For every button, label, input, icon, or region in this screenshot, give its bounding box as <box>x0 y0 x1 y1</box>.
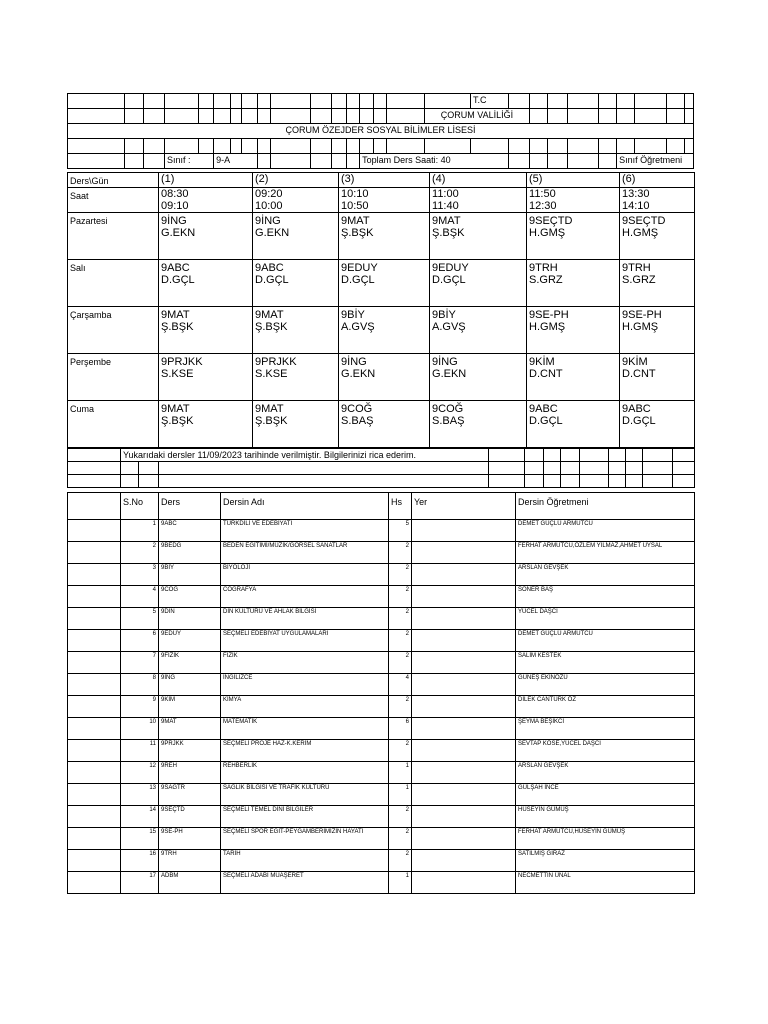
row-empty <box>68 762 121 784</box>
course-row <box>68 718 695 740</box>
lesson-cell <box>430 354 527 401</box>
note-text: Yukarıdaki dersler 11/09/2023 tarihinde verilmiştir. Bilgilerinizi rica ederim. <box>121 449 489 462</box>
course-code: 9BİY <box>159 564 221 586</box>
lesson-cell <box>253 354 339 401</box>
course-row <box>68 542 695 564</box>
period-time <box>430 188 527 213</box>
course-no: 3 <box>121 564 159 586</box>
course-hours: 1 <box>389 762 412 784</box>
lesson-teacher: D.GÇL <box>161 274 195 286</box>
time-label: Saat <box>68 188 159 213</box>
course-hours: 2 <box>389 630 412 652</box>
period-start: 13:30 <box>622 188 650 200</box>
header-adi: Dersin Adı <box>221 493 389 520</box>
header-ders: Ders <box>159 493 221 520</box>
course-no: 12 <box>121 762 159 784</box>
course-row <box>68 828 695 850</box>
lesson-code: 9İNG <box>432 356 458 368</box>
note-table <box>67 448 695 488</box>
lesson-teacher: G.EKN <box>255 227 290 239</box>
course-name: SEÇMELİ TEMEL DİNİ BİLGİLER <box>221 806 389 828</box>
day-row <box>68 307 695 354</box>
course-row <box>68 696 695 718</box>
course-no: 5 <box>121 608 159 630</box>
day-row <box>68 354 695 401</box>
course-no: 7 <box>121 652 159 674</box>
lesson-cell <box>527 213 620 260</box>
period-start: 08:30 <box>161 188 189 200</box>
class-label: Sınıf : <box>165 154 214 169</box>
course-teacher: DİLEK CANTÜRK ÖZ <box>516 696 695 718</box>
course-teacher: GÜNEŞ EKİNÖZÜ <box>516 674 695 696</box>
course-code: 9COĞ <box>159 586 221 608</box>
course-room <box>412 696 516 718</box>
course-code: 9EDUY <box>159 630 221 652</box>
course-hours: 2 <box>389 608 412 630</box>
row-empty <box>68 608 121 630</box>
course-row <box>68 564 695 586</box>
course-row <box>68 806 695 828</box>
course-room <box>412 586 516 608</box>
day-row <box>68 260 695 307</box>
course-name: SEÇMELİ EDEBİYAT UYGULAMALARI <box>221 630 389 652</box>
course-row <box>68 586 695 608</box>
row-empty <box>68 586 121 608</box>
course-code: 9SE-PH <box>159 828 221 850</box>
course-code: 9DIN <box>159 608 221 630</box>
period-number: (1) <box>159 173 253 188</box>
course-room <box>412 542 516 564</box>
lesson-teacher: Ş.BŞK <box>341 227 374 239</box>
lesson-cell <box>339 401 430 448</box>
lesson-code: 9BİY <box>432 309 456 321</box>
course-row <box>68 652 695 674</box>
course-name: COĞRAFYA <box>221 586 389 608</box>
course-teacher: SONER BAŞ <box>516 586 695 608</box>
lesson-code: 9MAT <box>255 403 284 415</box>
course-teacher: SATILMIŞ GIRAZ <box>516 850 695 872</box>
course-no: 10 <box>121 718 159 740</box>
course-name: DİN KÜLTÜRÜ VE AHLAK BİLGİSİ <box>221 608 389 630</box>
header-sno: S.No <box>121 493 159 520</box>
course-hours: 2 <box>389 806 412 828</box>
lesson-code: 9EDUY <box>432 262 469 274</box>
lesson-teacher: D.GÇL <box>622 415 656 427</box>
schedule-table <box>67 172 695 448</box>
course-teacher: DEMET GÜÇLÜ ARMUTCU <box>516 630 695 652</box>
lesson-teacher: D.GÇL <box>341 274 375 286</box>
lesson-cell <box>620 307 695 354</box>
course-hours: 2 <box>389 586 412 608</box>
row-empty <box>68 784 121 806</box>
lesson-teacher: S.KSE <box>255 368 288 380</box>
lesson-cell <box>253 307 339 354</box>
course-code: 9TRH <box>159 850 221 872</box>
lesson-teacher: S.BAŞ <box>432 415 465 427</box>
lesson-cell <box>620 401 695 448</box>
course-no: 14 <box>121 806 159 828</box>
lesson-teacher: Ş.BŞK <box>161 415 194 427</box>
lesson-code: 9KİM <box>622 356 648 368</box>
day-name: Pazartesi <box>68 213 159 260</box>
course-hours: 2 <box>389 850 412 872</box>
lesson-teacher: D.GÇL <box>529 415 563 427</box>
lesson-code: 9ABC <box>255 262 284 274</box>
lesson-cell <box>620 354 695 401</box>
course-room <box>412 872 516 894</box>
lesson-teacher: G.EKN <box>432 368 467 380</box>
lesson-teacher: A.GVŞ <box>432 321 466 333</box>
course-hours: 2 <box>389 652 412 674</box>
lesson-cell <box>430 260 527 307</box>
course-no: 4 <box>121 586 159 608</box>
lesson-code: 9MAT <box>161 403 190 415</box>
lesson-teacher: H.GMŞ <box>529 321 566 333</box>
course-code: 9MAT <box>159 718 221 740</box>
lesson-code: 9SEÇTD <box>529 215 573 227</box>
course-row <box>68 674 695 696</box>
lesson-teacher: H.GMŞ <box>622 321 659 333</box>
course-teacher: HÜSEYİN GÜMÜŞ <box>516 806 695 828</box>
lesson-cell <box>339 307 430 354</box>
course-no: 17 <box>121 872 159 894</box>
period-start: 11:50 <box>529 188 556 200</box>
course-teacher: YÜCEL DAŞCI <box>516 608 695 630</box>
lesson-cell <box>339 213 430 260</box>
period-end: 09:10 <box>161 200 189 212</box>
lesson-cell <box>527 260 620 307</box>
lesson-cell <box>253 213 339 260</box>
course-name: SEÇMELİ ADABI MUAŞERET <box>221 872 389 894</box>
course-room <box>412 806 516 828</box>
lesson-cell <box>527 307 620 354</box>
corner-label: Ders\Gün <box>68 173 159 188</box>
course-code: 9İNG <box>159 674 221 696</box>
course-room <box>412 718 516 740</box>
lesson-code: 9MAT <box>255 309 284 321</box>
lesson-teacher: A.GVŞ <box>341 321 375 333</box>
lesson-cell <box>253 401 339 448</box>
course-teacher: FERHAT ARMUTCU,ÖZLEM YILMAZ,AHMET UYSAL <box>516 542 695 564</box>
lesson-cell <box>253 260 339 307</box>
period-start: 09:20 <box>255 188 283 200</box>
lesson-code: 9COĞ <box>432 403 464 415</box>
row-empty <box>68 542 121 564</box>
lesson-teacher: H.GMŞ <box>622 227 659 239</box>
header-table <box>67 93 694 169</box>
lesson-cell <box>620 213 695 260</box>
course-room <box>412 740 516 762</box>
row-empty <box>68 872 121 894</box>
period-time <box>159 188 253 213</box>
lesson-teacher: S.BAŞ <box>341 415 374 427</box>
course-code: 9ABC <box>159 520 221 542</box>
course-teacher: ŞEYMA BEŞİKCİ <box>516 718 695 740</box>
course-room <box>412 762 516 784</box>
period-end: 10:00 <box>255 200 283 212</box>
lesson-code: 9ABC <box>622 403 651 415</box>
lesson-cell <box>159 307 253 354</box>
course-name: TÜRKDİLİ VE EDEBİYATI <box>221 520 389 542</box>
course-room <box>412 564 516 586</box>
lesson-cell <box>159 354 253 401</box>
lesson-code: 9MAT <box>161 309 190 321</box>
lesson-cell <box>339 354 430 401</box>
period-number: (3) <box>339 173 430 188</box>
lesson-teacher: S.GRZ <box>622 274 656 286</box>
period-end: 14:10 <box>622 200 650 212</box>
lesson-cell <box>527 354 620 401</box>
course-teacher: ARSLAN GEVŞEK <box>516 762 695 784</box>
lesson-teacher: S.GRZ <box>529 274 563 286</box>
course-no: 11 <box>121 740 159 762</box>
course-room <box>412 674 516 696</box>
day-name: Perşembe <box>68 354 159 401</box>
lesson-code: 9SE-PH <box>529 309 569 321</box>
course-room <box>412 784 516 806</box>
course-hours: 5 <box>389 520 412 542</box>
lesson-teacher: H.GMŞ <box>529 227 566 239</box>
course-name: SEÇMELİ SPOR EĞİT-PEYGAMBERİMİZİN HAYATI <box>221 828 389 850</box>
lesson-code: 9TRH <box>529 262 558 274</box>
course-no: 6 <box>121 630 159 652</box>
lesson-cell <box>430 307 527 354</box>
lesson-teacher: Ş.BŞK <box>255 415 288 427</box>
course-room <box>412 630 516 652</box>
lesson-cell <box>159 260 253 307</box>
course-hours: 4 <box>389 674 412 696</box>
course-room <box>412 850 516 872</box>
course-no: 8 <box>121 674 159 696</box>
lesson-teacher: Ş.BŞK <box>255 321 288 333</box>
lesson-code: 9MAT <box>432 215 461 227</box>
lesson-teacher: D.CNT <box>529 368 563 380</box>
period-start: 10:10 <box>341 188 369 200</box>
row-empty <box>68 740 121 762</box>
lesson-teacher: S.KSE <box>161 368 194 380</box>
course-room <box>412 652 516 674</box>
course-hours: 6 <box>389 718 412 740</box>
period-end: 11:40 <box>432 200 459 212</box>
row-empty <box>68 718 121 740</box>
valilik-title: ÇORUM VALİLİĞİ <box>425 109 529 124</box>
course-hours: 1 <box>389 872 412 894</box>
course-teacher: SEVTAP KÖSE,YÜCEL DAŞCI <box>516 740 695 762</box>
day-name: Salı <box>68 260 159 307</box>
lesson-cell <box>430 213 527 260</box>
course-name: SAĞLIK BİLGİSİ VE TRAFİK KÜLTÜRÜ <box>221 784 389 806</box>
lesson-cell <box>527 401 620 448</box>
period-end: 10:50 <box>341 200 369 212</box>
course-no: 13 <box>121 784 159 806</box>
row-empty <box>68 674 121 696</box>
course-code: 9SEÇTD <box>159 806 221 828</box>
lesson-cell <box>159 213 253 260</box>
lesson-teacher: Ş.BŞK <box>432 227 465 239</box>
course-room <box>412 828 516 850</box>
course-name: REHBERLİK <box>221 762 389 784</box>
lesson-code: 9PRJKK <box>255 356 297 368</box>
course-no: 15 <box>121 828 159 850</box>
course-row <box>68 520 695 542</box>
course-code: 9BEDG <box>159 542 221 564</box>
course-teacher: DEMET GÜÇLÜ ARMUTCU <box>516 520 695 542</box>
course-hours: 2 <box>389 828 412 850</box>
school-title: ÇORUM ÖZEJDER SOSYAL BİLİMLER LİSESİ <box>68 124 694 139</box>
lesson-code: 9SEÇTD <box>622 215 666 227</box>
course-room <box>412 608 516 630</box>
lesson-cell <box>339 260 430 307</box>
class-value: 9-A <box>214 154 258 169</box>
row-empty <box>68 630 121 652</box>
course-row <box>68 762 695 784</box>
course-teacher: ARSLAN GEVŞEK <box>516 564 695 586</box>
course-no: 1 <box>121 520 159 542</box>
course-hours: 2 <box>389 740 412 762</box>
course-code: 9FİZİK <box>159 652 221 674</box>
lesson-teacher: D.GÇL <box>255 274 289 286</box>
row-empty <box>68 520 121 542</box>
course-name: MATEMATİK <box>221 718 389 740</box>
period-number: (2) <box>253 173 339 188</box>
period-start: 11:00 <box>432 188 459 200</box>
course-teacher: NECMETTİN ÜNAL <box>516 872 695 894</box>
course-code: 9PRJKK <box>159 740 221 762</box>
period-number: (4) <box>430 173 527 188</box>
period-end: 12:30 <box>529 200 557 212</box>
period-time <box>339 188 430 213</box>
course-row <box>68 872 695 894</box>
course-name: KİMYA <box>221 696 389 718</box>
lesson-code: 9EDUY <box>341 262 378 274</box>
lesson-code: 9COĞ <box>341 403 373 415</box>
header-yer: Yer <box>412 493 516 520</box>
lesson-code: 9SE-PH <box>622 309 662 321</box>
course-name: TARİH <box>221 850 389 872</box>
lesson-code: 9İNG <box>255 215 281 227</box>
course-hours: 2 <box>389 696 412 718</box>
course-name: FİZİK <box>221 652 389 674</box>
lesson-code: 9BİY <box>341 309 365 321</box>
period-time <box>620 188 695 213</box>
course-no: 9 <box>121 696 159 718</box>
course-teacher: GÜLŞAH İNCE <box>516 784 695 806</box>
course-code: 9SAĞTR <box>159 784 221 806</box>
lesson-teacher: Ş.BŞK <box>161 321 194 333</box>
course-row <box>68 740 695 762</box>
course-teacher: SALİM KESTEK <box>516 652 695 674</box>
course-name: BİYOLOJİ <box>221 564 389 586</box>
lesson-cell <box>620 260 695 307</box>
course-room <box>412 520 516 542</box>
lesson-cell <box>159 401 253 448</box>
course-name: SEÇMELİ PROJE HAZ-K.KERİM <box>221 740 389 762</box>
lesson-teacher: G.EKN <box>161 227 196 239</box>
row-empty <box>68 806 121 828</box>
day-name: Çarşamba <box>68 307 159 354</box>
total-hours: Toplam Ders Saati: 40 <box>360 154 509 169</box>
lesson-code: 9TRH <box>622 262 651 274</box>
period-time <box>253 188 339 213</box>
course-code: 9KİM <box>159 696 221 718</box>
period-time <box>527 188 620 213</box>
lesson-code: 9İNG <box>161 215 187 227</box>
lesson-teacher: D.CNT <box>622 368 656 380</box>
course-hours: 2 <box>389 542 412 564</box>
course-row <box>68 608 695 630</box>
header-ogretmen: Dersin Öğretmeni <box>516 493 695 520</box>
timetable-sheet <box>67 93 694 894</box>
course-name: BEDEN EĞİTİMİ/MÜZİK/GÖRSEL SANATLAR <box>221 542 389 564</box>
tc-label: T.C <box>471 94 509 109</box>
lesson-cell <box>430 401 527 448</box>
course-row <box>68 850 695 872</box>
course-list-table <box>67 492 695 894</box>
row-empty <box>68 564 121 586</box>
row-empty <box>68 652 121 674</box>
course-no: 2 <box>121 542 159 564</box>
header-empty <box>68 493 121 520</box>
row-empty <box>68 828 121 850</box>
course-code: ADBM <box>159 872 221 894</box>
row-empty <box>68 696 121 718</box>
course-row <box>68 784 695 806</box>
course-hours: 1 <box>389 784 412 806</box>
lesson-code: 9PRJKK <box>161 356 203 368</box>
lesson-code: 9ABC <box>161 262 190 274</box>
course-code: 9REH <box>159 762 221 784</box>
row-empty <box>68 850 121 872</box>
class-teacher-label: Sınıf Öğretmeni <box>617 154 694 169</box>
header-hs: Hs <box>389 493 412 520</box>
course-row <box>68 630 695 652</box>
lesson-code: 9KİM <box>529 356 555 368</box>
period-number: (5) <box>527 173 620 188</box>
lesson-code: 9ABC <box>529 403 558 415</box>
lesson-code: 9MAT <box>341 215 370 227</box>
day-row <box>68 213 695 260</box>
lesson-code: 9İNG <box>341 356 367 368</box>
course-no: 16 <box>121 850 159 872</box>
day-row <box>68 401 695 448</box>
period-number: (6) <box>620 173 695 188</box>
course-hours: 2 <box>389 564 412 586</box>
day-name: Cuma <box>68 401 159 448</box>
lesson-teacher: G.EKN <box>341 368 376 380</box>
course-name: İNGİLİZCE <box>221 674 389 696</box>
lesson-teacher: D.GÇL <box>432 274 466 286</box>
course-teacher: FERHAT ARMUTCU,HÜSEYİN GÜMÜŞ <box>516 828 695 850</box>
